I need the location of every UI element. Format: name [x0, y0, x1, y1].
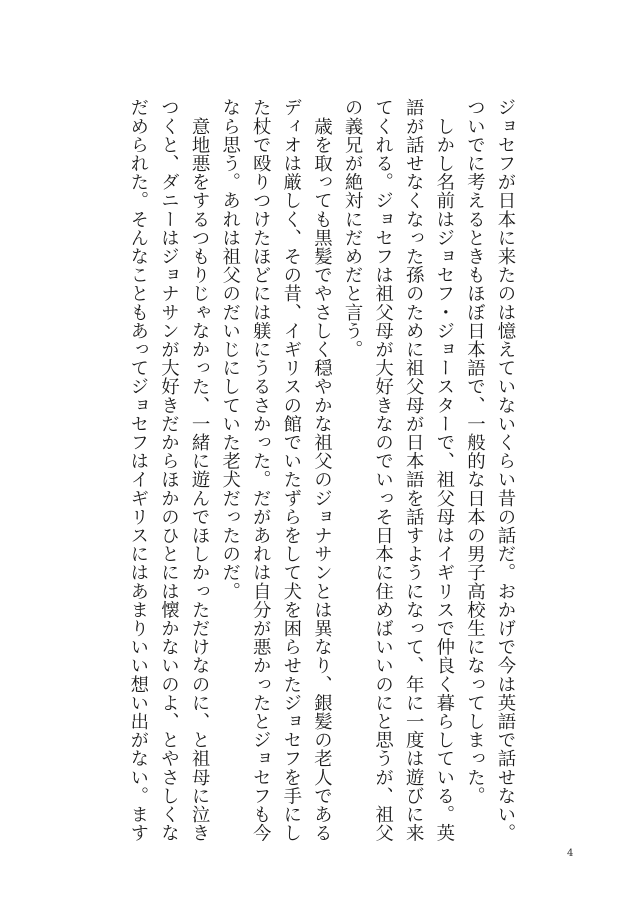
text-line: しかし名前はジョセフ・ジョースターで、祖父母はイギリスで仲良く暮らしている。英	[433, 98, 455, 842]
text-line: 語が話せなくなった孫のために祖父母が日本語を話すようになって、年に一度は遊びに来	[403, 98, 425, 842]
text-line: なら思う。あれは祖父のだいじにしていた老犬だったのだ。	[219, 98, 241, 601]
text-line: てくれる。ジョセフは祖父母が大好きなのでいっそ日本に住めばいいのにと思うが、祖父	[372, 98, 394, 842]
text-line: 歳を取っても黒髪でやさしく穏やかな祖父のジョナサンとは異なり、銀髪の老人である	[311, 98, 333, 842]
text-line: ジョセフが日本に来たのは憶えていないくらい昔の話だ。おかげで今は英語で話せない。	[495, 98, 516, 842]
text-line: た杖で殴りつけたほどには躾にうるさかった。だがあれは自分が悪かったとジョセフも今	[250, 98, 272, 842]
text-line: ついでに考えるときもほぼ日本語で、一般的な日本の男子高校生になってしまった。	[464, 98, 486, 805]
text-line: 意地悪をするつもりじゃなかった、一緒に遊んでほしかっただけなのに、と祖母に泣き	[189, 98, 211, 842]
text-line: の義兄が絶対にだめだと言う。	[342, 98, 364, 359]
text-line: ディオは厳しく、その昔、イギリスの館でいたずらをして犬を困らせたジョセフを手にし	[280, 98, 302, 842]
text-line: つくと、ダニーはジョナサンが大好きだからほかのひとには懐かないのよ、とやさしくな	[158, 98, 180, 842]
text-line: だめられた。そんなこともあってジョセフはイギリスにはあまりいい想い出がない。ます	[127, 98, 149, 842]
vertical-text-body	[122, 98, 520, 842]
page-number: 4	[567, 848, 574, 859]
